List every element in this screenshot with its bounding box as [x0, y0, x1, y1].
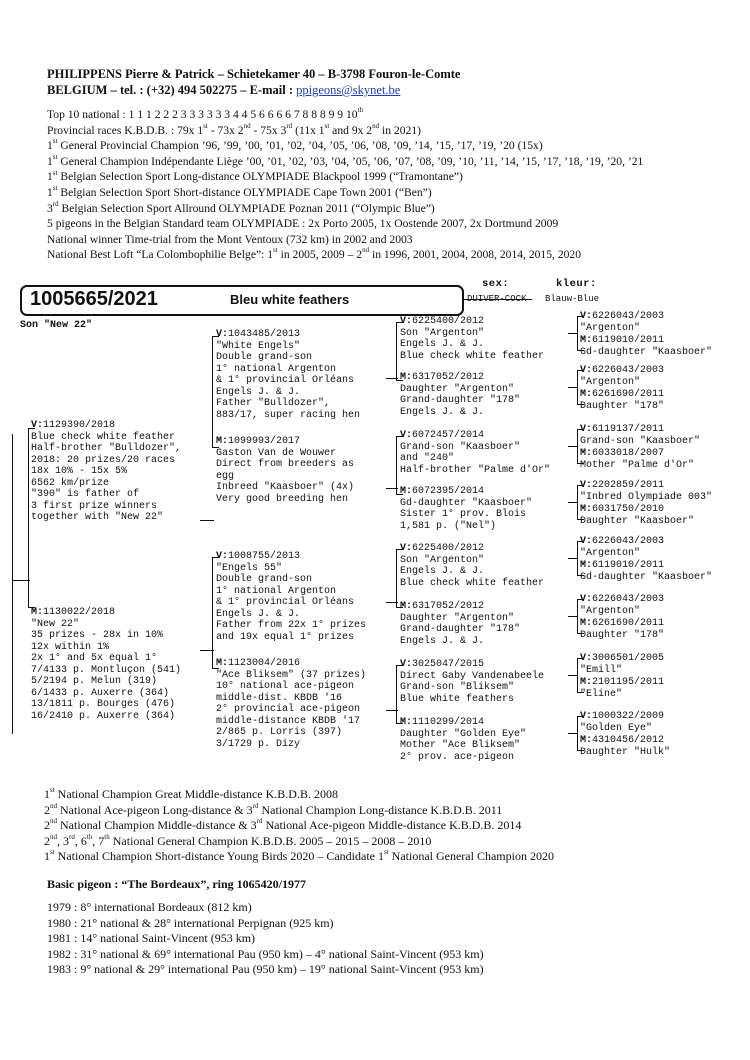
pigeon-name: Bleu white feathers: [230, 292, 350, 307]
achievement-text: General Provincial Champion ’96, ’99, ’00, ’01, ’02, ’04, ’05, ’06, ’08, ’09, ’14, ’15, ’17, ’19, ’20 (15x): [57, 139, 543, 153]
pedigree-connector: [568, 387, 578, 388]
national-achievement-ordinal: rd: [252, 801, 259, 810]
pedigree-bracket: [577, 485, 584, 520]
achievement-text: National winner Time-trial from the Mont Ventoux (732 km) in 2002 and 2003: [47, 232, 413, 246]
achievement-line: [47, 216, 747, 232]
achievement-ordinal: rd: [286, 121, 293, 130]
achievement-text: 1: [47, 139, 53, 153]
sex-tag: M:: [400, 486, 413, 497]
achievement-ordinal: nd: [362, 246, 370, 255]
gen4-entry: [580, 536, 664, 559]
achievement-ordinal: st: [273, 246, 278, 255]
pigeon-info: 6119010/2011 Gd-daughter "Kaasboer": [580, 560, 713, 583]
gen3-entry-ssd: [400, 372, 520, 418]
breeder-name-line: [47, 66, 727, 82]
achievement-ordinal: st: [52, 152, 58, 161]
breeder-phone: – tel. : (+32) 494 502275 – E-mail :: [107, 83, 297, 97]
pigeon-info: 6261690/2011 Daughter "178": [580, 618, 665, 641]
gen4-entry: [580, 653, 664, 676]
basic-result-line: 1983 : 9° national & 29° international Pau (950 km) – 19° national Saint-Vincent (953 km): [47, 962, 484, 977]
pedigree-connector: [200, 520, 214, 521]
sex-tag: V:: [580, 594, 593, 605]
achievement-text: in 1996, 2001, 2004, 2008, 2014, 2015, 2020: [369, 248, 582, 262]
gen4-entry: [580, 677, 664, 700]
national-achievement-text: National Ace-pigeon Middle-distance K.B.D.B. 2014: [262, 818, 522, 832]
sex-tag: M:: [580, 618, 593, 629]
national-achievement-ordinal: th: [86, 832, 93, 841]
national-achievement-text: National Champion Long-distance K.B.D.B. 2011: [258, 802, 503, 817]
achievement-text: 1: [47, 154, 53, 168]
achievement-ordinal: st: [52, 137, 58, 146]
pigeon-info: 1123004/2016 "Ace Bliksem" (37 prizes) 10° national ace-pigeon middle-dist. KBDB '16 2° provincial ace-pigeon middle-distance KBDB '17 2/865 p. Lorris (397) 3/1729 p. Dizy: [216, 658, 367, 750]
sex-tag: V:: [580, 480, 593, 491]
pedigree-connector: [568, 558, 578, 559]
sex-tag: M:: [400, 372, 413, 383]
dam-entry: [31, 607, 181, 722]
national-achievement-text: 1: [44, 849, 50, 863]
pigeon-info: 6119137/2011 Grand-son "Kaasboer": [580, 424, 701, 447]
gen4-entry: [580, 424, 700, 447]
sex-tag: V:: [31, 420, 44, 431]
sex-tag: M:: [580, 335, 593, 346]
pigeon-info: 4310456/2012 Daughter "Hulk": [580, 735, 671, 758]
national-achievement-line: [44, 849, 744, 865]
pigeon-info: 2202859/2011 "Inbred Olympiade 003": [580, 480, 713, 503]
achievement-line: [47, 169, 747, 185]
achievement-text: in 2005, 2009 – 2: [277, 248, 363, 262]
gen4-entry: [580, 735, 670, 758]
national-achievement-text: National Ace-pigeon Long-distance & 3: [57, 802, 253, 817]
sex-tag: M:: [580, 677, 593, 688]
sire-sire-entry: [216, 329, 360, 421]
national-achievement-ordinal: nd: [50, 817, 57, 825]
pedigree-connector: [12, 434, 13, 734]
achievement-ordinal: nd: [372, 121, 380, 130]
pedigree-bracket: [577, 316, 584, 351]
national-achievement-ordinal: rd: [256, 817, 263, 825]
achievement-line: [47, 123, 747, 139]
pigeon-info: 6261690/2011 Daughter "178": [580, 389, 665, 412]
sex-tag: V:: [580, 365, 593, 376]
gen3-entry-sdd: [400, 486, 532, 532]
achievement-text: Provincial races K.B.D.B. : 79x 1: [47, 123, 204, 137]
pigeon-info: 6031750/2010 Daughter "Kaasboer": [580, 504, 695, 527]
pedigree-connector: [568, 333, 578, 334]
pigeon-info: 6225400/2012 Son "Argenton" Engels J. & J. Blue check white feather: [400, 543, 545, 589]
sex-tag: M:: [216, 658, 229, 669]
national-achievement-text: , 6: [74, 833, 87, 848]
achievement-ordinal: st: [52, 184, 58, 193]
sire-dam-entry: [216, 436, 354, 505]
achievement-ordinal: st: [52, 168, 58, 177]
gen3-entry-sds: [400, 430, 550, 476]
sex-tag: V:: [580, 424, 593, 435]
sex-tag: M:: [580, 735, 593, 746]
achievement-ordinal: st: [203, 121, 208, 130]
sex-tag: M:: [580, 448, 593, 459]
sex-tag: V:: [580, 536, 593, 547]
breeder-address: – Schietekamer 40 – B-3798 Fouron-le-Comte: [214, 67, 461, 81]
national-achievement-text: National General Champion K.B.D.B. 2005 – 2015 – 2008 – 2010: [109, 833, 432, 848]
pigeon-info: 3025047/2015 Direct Gaby Vandenabeele Grand-son "Bliksem" Blue white feathers: [400, 659, 545, 705]
sex-tag: V:: [216, 551, 229, 562]
national-achievement-text: 2: [44, 818, 50, 832]
gen3-entry-dsd: [400, 601, 520, 647]
achievement-ordinal: th: [357, 106, 364, 115]
pigeon-info: 1000322/2009 "Golden Eye": [580, 711, 665, 734]
national-achievement-text: 1: [44, 787, 50, 801]
national-achievement-ordinal: st: [50, 786, 55, 794]
basic-pigeon-results: [47, 900, 484, 978]
achievements-list: [47, 107, 747, 263]
pedigree-bracket: [577, 370, 584, 405]
achievement-text: 1: [47, 185, 53, 199]
national-achievement-ordinal: nd: [50, 801, 57, 810]
pigeon-info: 6317052/2012 Daughter "Argenton" Grand-daughter "178" Engels J. & J.: [400, 601, 521, 647]
national-achievement-ordinal: rd: [69, 832, 75, 841]
pedigree-bracket: [577, 599, 584, 634]
achievement-ordinal: nd: [243, 121, 251, 130]
dam-sire-entry: [216, 551, 366, 643]
breeder-country: BELGIUM: [47, 83, 108, 97]
ring-number: 1005665/2021: [30, 288, 158, 310]
dam-dam-entry: [216, 658, 366, 750]
sex-tag: V:: [580, 653, 593, 664]
achievement-text: Belgian Selection Sport Allround OLYMPIADE Poznan 2011 (“Olympic Blue”): [58, 201, 435, 215]
sex-tag: V:: [580, 711, 593, 722]
achievement-line: [47, 232, 747, 248]
gen4-entry: [580, 480, 712, 503]
sex-tag: M:: [580, 389, 593, 400]
pedigree-connector: [568, 446, 578, 447]
pigeon-info: 6226043/2003 "Argenton": [580, 594, 665, 617]
national-achievement-text: National General Champion 2020: [388, 849, 554, 863]
achievement-ordinal: rd: [52, 199, 59, 208]
national-achievement-line: [44, 818, 744, 834]
national-achievement-text: National Champion Middle-distance & 3: [57, 818, 257, 832]
pigeon-info: 1130022/2018 "New 22" 35 prizes - 28x in 10% 12x within 1% 2x 1° and 5x equal 1° 7/4133 p. Montluçon (541) 5/2194 p. Melun (319) 6/1433 p. Auxerre (364) 13/1811 p. Bourges (476) 16/2410 p. Auxerre (364): [31, 607, 182, 722]
pigeon-info: 1129390/2018 Blue check white feather Half-brother "Bulldozer", 2018: 20 prizes/20 races 18x 10% - 15x 5% 6562 km/prize "390" is father of 3 first prize winners together with "New 22": [31, 420, 182, 523]
pigeon-info: 6072457/2014 Grand-son "Kaasboer" and "240" Half-brother "Palme d'Or": [400, 430, 551, 476]
email-link[interactable]: ppigeons@skynet.be: [296, 83, 401, 97]
pigeon-info: 6033018/2007 Mother "Palme d'Or": [580, 448, 695, 471]
sex-label: sex:: [482, 278, 510, 290]
national-achievement-text: 2: [44, 802, 50, 817]
breeder-header: [47, 66, 727, 98]
pigeon-info: 1110299/2014 Daughter "Golden Eye" Mother "Ace Bliksem" 2° prov. ace-pigeon: [400, 717, 527, 763]
gen4-entry: [580, 594, 664, 617]
sex-tag: V:: [400, 430, 413, 441]
basic-result-line: 1979 : 8° international Bordeaux (812 km): [47, 900, 252, 914]
basic-result-line: 1981 : 14° national Saint-Vincent (953 km): [47, 931, 256, 946]
national-achievement-text: National Champion Great Middle-distance K.B.D.B. 2008: [54, 787, 338, 801]
pedigree-bracket: [577, 541, 584, 576]
basic-result-line: 1980 : 21° national & 28° international Perpignan (925 km): [47, 915, 334, 930]
national-achievement-text: 2: [44, 833, 50, 848]
gen4-entry: [580, 504, 694, 527]
basic-result-line: 1982 : 31° national & 69° international Pau (950 km) – 4° national Saint-Vincent (953 km): [47, 946, 484, 961]
national-achievement-ordinal: nd: [50, 832, 57, 841]
achievement-text: and 9x 2: [329, 123, 373, 137]
achievement-text: - 73x 2: [207, 123, 244, 137]
pedigree-bracket: [577, 716, 584, 751]
sex-tag: M:: [216, 436, 229, 447]
pedigree-connector: [568, 675, 578, 676]
pigeon-info: 6072395/2014 Gd-daughter "Kaasboer" Sister 1° prov. Blois 1,581 p. ("Nel"): [400, 486, 533, 532]
pedigree-bracket: [577, 429, 584, 464]
ring-box: [20, 285, 464, 316]
pigeon-info: 6226043/2003 "Argenton": [580, 365, 665, 388]
breeder-contact-line: [47, 82, 727, 98]
pigeon-info: 1099993/2017 Gaston Van de Wouwer Direct from breeders as egg Inbreed "Kaasboer" (4x) Very good breeding hen: [216, 436, 355, 505]
achievement-text: Belgian Selection Sport Short-distance OLYMPIADE Cape Town 2001 (“Ben”): [57, 185, 432, 199]
achievement-text: National Best Loft “La Colombophilie Belge”: 1: [47, 248, 274, 262]
gen4-entry: [580, 311, 664, 334]
pedigree-bracket: [577, 658, 584, 693]
pigeon-info: 6317052/2012 Daughter "Argenton" Grand-daughter "178" Engels J. & J.: [400, 372, 521, 418]
achievement-ordinal: st: [324, 121, 330, 130]
achievement-line: [47, 247, 747, 263]
national-achievement-ordinal: st: [50, 848, 55, 856]
national-achievement-ordinal: st: [383, 848, 389, 856]
pigeon-info: 6226043/2003 "Argenton": [580, 311, 665, 334]
achievement-text: in 2021): [379, 123, 421, 137]
sex-tag: M:: [400, 601, 413, 612]
gen4-entry: [580, 335, 712, 358]
achievement-line: [47, 138, 747, 154]
sex-tag: M:: [580, 560, 593, 571]
achievement-text: 3: [47, 201, 53, 215]
gen3-entry-sss: [400, 316, 544, 362]
national-achievement-text: , 3: [57, 833, 69, 848]
sex-tag: V:: [216, 329, 229, 340]
sex-tag: M:: [580, 504, 593, 515]
pigeon-info: 1008755/2013 "Engels 55" Double grand-son 1° national Argenton & 1° provincial Orléans Engels J. & J. Father from 22x 1° prizes and 19x equal 1° prizes: [216, 551, 367, 643]
gen3-entry-dss: [400, 543, 544, 589]
gen4-entry: [580, 560, 712, 583]
gen4-entry: [580, 365, 664, 388]
gen3-entry-dds: [400, 659, 544, 705]
pigeon-note: Son "New 22": [20, 320, 93, 331]
basic-pigeon-title: Basic pigeon : “The Bordeaux”, ring 1065420/1977: [47, 877, 307, 891]
pedigree-connector: [568, 733, 578, 734]
pigeon-info: 6225400/2012 Son "Argenton" Engels J. & J. Blue check white feather: [400, 316, 545, 362]
achievement-text: (11x 1: [292, 123, 325, 137]
sex-tag: V:: [400, 543, 413, 554]
achievement-line: [47, 154, 747, 170]
sex-value: DUIVER-COCK: [467, 294, 527, 304]
achievement-text: 1: [47, 170, 53, 184]
national-achievement-line: [44, 834, 744, 850]
gen4-entry: [580, 711, 664, 734]
national-achievement-line: [44, 803, 744, 819]
achievement-text: 5 pigeons in the Belgian Standard team OLYMPIADE : 2x Porto 2005, 1x Oostende 2007, 2x Dortmund 2009: [47, 217, 559, 231]
national-achievement-line: [44, 787, 744, 803]
gen4-entry: [580, 389, 664, 412]
national-achievements: [44, 787, 744, 865]
gen4-entry: [580, 448, 694, 471]
pigeon-info: 6119010/2011 Gd-daughter "Kaasboer": [580, 335, 713, 358]
achievement-line: [47, 185, 747, 201]
pigeon-info: 1043485/2013 "White Engels" Double grand-son 1° national Argenton & 1° provincial Orléans Engels J. & J. Father "Bulldozer", 883/17, super racing hen: [216, 329, 361, 421]
pedigree-connector: [568, 616, 578, 617]
achievement-line: [47, 201, 747, 217]
achievement-text: General Champion Indépendante Liège ’00, ’01, ’02, ’03, ’04, ’05, ’06, ’07, ’08, ’09, ’10, ’11, ’14, ’15, ’17, ’18, ’19, ’20, ’21: [57, 154, 644, 168]
color-label: kleur:: [556, 278, 597, 290]
national-achievement-ordinal: th: [104, 832, 110, 841]
pigeon-info: 6226043/2003 "Argenton": [580, 536, 665, 559]
national-achievement-text: , 7: [92, 833, 105, 848]
sex-tag: M:: [400, 717, 413, 728]
pigeon-info: 3006501/2005 "Emill": [580, 653, 665, 676]
sex-tag: M:: [31, 607, 44, 618]
sex-tag: V:: [580, 311, 593, 322]
achievement-text: Top 10 national : 1 1 1 2 2 2 3 3 3 3 3 3 4 4 5 6 6 6 6 7 8 8 8 9 9 10: [47, 108, 358, 121]
breeder-name: PHILIPPENS Pierre & Patrick: [47, 67, 215, 81]
sex-tag: V:: [400, 316, 413, 327]
national-achievement-text: National Champion Short-distance Young Birds 2020 – Candidate 1: [54, 849, 384, 863]
pigeon-info: 2101195/2011 "Eline": [580, 677, 665, 700]
gen3-entry-ddd: [400, 717, 526, 763]
pedigree-connector: [568, 502, 578, 503]
achievement-line: [47, 107, 747, 123]
color-value: Blauw-Blue: [545, 294, 600, 304]
sire-entry: [31, 420, 181, 524]
gen4-entry: [580, 618, 664, 641]
sex-tag: V:: [400, 659, 413, 670]
achievement-text: - 75x 3: [250, 123, 287, 137]
achievement-text: Belgian Selection Sport Long-distance OLYMPIADE Blackpool 1999 (“Tramontane”): [57, 170, 463, 184]
